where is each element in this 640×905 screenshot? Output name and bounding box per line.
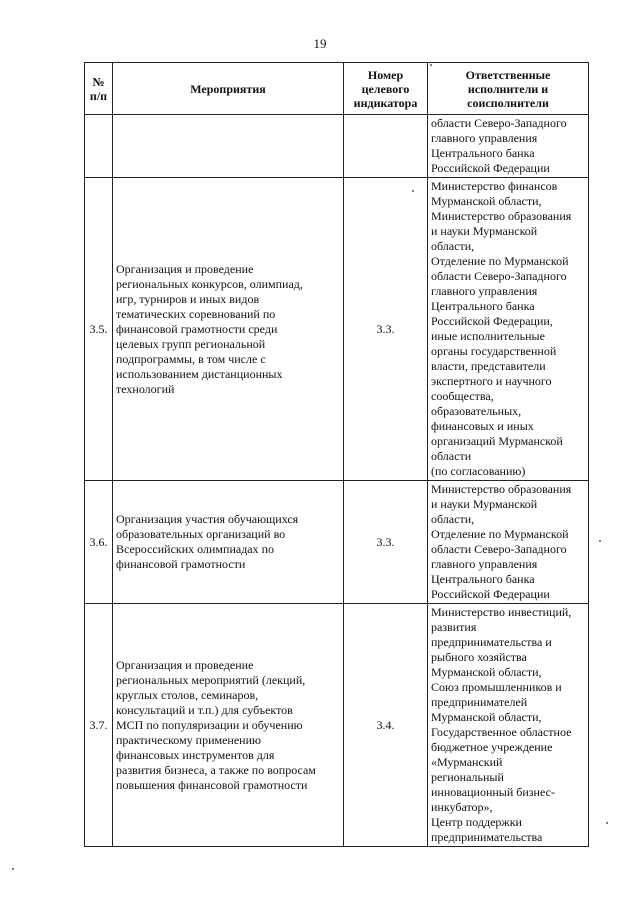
scan-speck	[606, 822, 608, 824]
row-indicator	[344, 115, 428, 178]
responsible-line: (по согласованию)	[431, 464, 526, 478]
responsible-line: предпринимателей	[431, 695, 528, 709]
row-activity	[113, 178, 344, 481]
responsible-line: Министерство финансов	[431, 179, 558, 193]
row-responsible	[428, 604, 589, 847]
table-header-row	[85, 63, 589, 115]
responsible-line: Министерство образования	[431, 482, 572, 496]
responsible-line: области Северо-Западного	[431, 542, 567, 556]
scan-speck	[599, 540, 601, 542]
activity-line: повышения финансовой грамотности	[116, 777, 308, 792]
responsible-line: иные исполнительные	[431, 329, 545, 343]
responsible-line: и науки Мурманской	[431, 497, 538, 511]
responsible-line: Отделение по Мурманской	[431, 527, 569, 541]
responsible-line: области,	[431, 512, 475, 526]
responsible-line: Мурманской области,	[431, 710, 542, 724]
table-row	[85, 481, 589, 604]
activity-line: Организация и проведение	[116, 261, 254, 276]
activity-line: Всероссийских олимпиадах по	[116, 542, 275, 556]
header-number: № п/п	[85, 63, 113, 115]
activity-line: развития бизнеса, а также по вопросам	[116, 762, 316, 777]
responsible-line: инновационный бизнес-	[431, 785, 555, 799]
activity-line: использованием дистанционных	[116, 366, 283, 381]
responsible-line: главного управления	[431, 131, 538, 145]
activity-line: Организация и проведение	[116, 657, 254, 672]
header-activities: Мероприятия	[113, 63, 344, 115]
activity-line: круглых столов, семинаров,	[116, 687, 259, 702]
row-responsible	[428, 115, 589, 178]
responsible-line: Российской Федерации	[431, 587, 550, 601]
activity-line: финансовой грамотности	[116, 557, 246, 571]
activity-line: целевых групп региональной	[116, 336, 266, 351]
responsible-line: Министерство образования	[431, 209, 572, 223]
row-number: 3.7.	[85, 604, 113, 847]
activity-line: финансовых инструментов для	[116, 747, 275, 762]
responsible-line: органы государственной	[431, 344, 557, 358]
activity-line: консультаций и т.п.) для субъектов	[116, 702, 293, 717]
activity-line: региональных мероприятий (лекций,	[116, 672, 306, 687]
responsible-line: области	[431, 449, 472, 463]
page-number: 19	[313, 36, 327, 51]
responsible-line: и науки Мурманской	[431, 224, 538, 238]
responsible-line: Центрального банка	[431, 572, 535, 586]
activity-line: подпрограммы, в том числе с	[116, 351, 266, 366]
responsible-line: финансовых и иных	[431, 419, 534, 433]
responsible-line: Центрального банка	[431, 299, 535, 313]
responsible-line: главного управления	[431, 284, 538, 298]
activity-line: региональных конкурсов, олимпиад,	[116, 276, 303, 291]
activity-line: технологий	[116, 381, 175, 396]
header-responsible: Ответственные исполнители и соисполнители	[428, 63, 589, 115]
measures-table	[84, 62, 589, 847]
responsible-line: Отделение по Мурманской	[431, 254, 569, 268]
responsible-line: сообщества,	[431, 389, 494, 403]
responsible-line: Государственное областное	[431, 725, 572, 739]
responsible-line: инкубатор»,	[431, 800, 493, 814]
row-indicator: 3.3.	[344, 178, 428, 481]
scan-speck	[12, 868, 14, 870]
activity-line: образовательных организаций во	[116, 527, 286, 541]
scan-speck	[430, 64, 432, 66]
responsible-line: Союз промышленников и	[431, 680, 562, 694]
responsible-line: Министерство инвестиций,	[431, 605, 572, 619]
responsible-line: области,	[431, 239, 475, 253]
row-responsible	[428, 481, 589, 604]
header-indicator: Номер целевого индикатора	[344, 63, 428, 115]
responsible-line: бюджетное учреждение	[431, 740, 553, 754]
responsible-line: Центрального банка	[431, 146, 535, 160]
activity-line: МСП по популяризации и обучению	[116, 717, 303, 732]
responsible-line: развития	[431, 620, 477, 634]
responsible-line: Мурманской области,	[431, 194, 542, 208]
activity-line: тематических соревнований по	[116, 306, 276, 321]
responsible-line: Российской Федерации,	[431, 314, 553, 328]
responsible-line: экспертного и научного	[431, 374, 552, 388]
responsible-line: главного управления	[431, 557, 538, 571]
responsible-line: власти, представители	[431, 359, 546, 373]
responsible-line: области Северо-Западного	[431, 269, 567, 283]
activity-line: финансовой грамотности среди	[116, 321, 278, 336]
activity-line: игр, турниров и иных видов	[116, 291, 260, 306]
row-activity	[113, 115, 344, 178]
scan-speck	[412, 190, 414, 192]
row-indicator: 3.3.	[344, 481, 428, 604]
row-number: 3.5.	[85, 178, 113, 481]
responsible-line: предпринимательства и	[431, 635, 552, 649]
row-responsible	[428, 178, 589, 481]
activity-line: практическому применению	[116, 732, 261, 747]
responsible-line: региональный	[431, 770, 504, 784]
responsible-line: рыбного хозяйства	[431, 650, 527, 664]
table-row	[85, 115, 589, 178]
responsible-line: Мурманской области,	[431, 665, 542, 679]
row-indicator: 3.4.	[344, 604, 428, 847]
responsible-line: области Северо-Западного	[431, 116, 567, 130]
table-row	[85, 178, 589, 481]
table-row	[85, 604, 589, 847]
responsible-line: образовательных,	[431, 404, 522, 418]
activity-line: Организация участия обучающихся	[116, 512, 299, 526]
row-activity	[113, 604, 344, 847]
row-activity	[113, 481, 344, 604]
row-number: 3.6.	[85, 481, 113, 604]
responsible-line: Центр поддержки	[431, 815, 522, 829]
responsible-line: предпринимательства	[431, 830, 543, 844]
responsible-line: Российской Федерации	[431, 161, 550, 175]
responsible-line: организаций Мурманской	[431, 434, 563, 448]
responsible-line: «Мурманский	[431, 755, 503, 769]
row-number	[85, 115, 113, 178]
